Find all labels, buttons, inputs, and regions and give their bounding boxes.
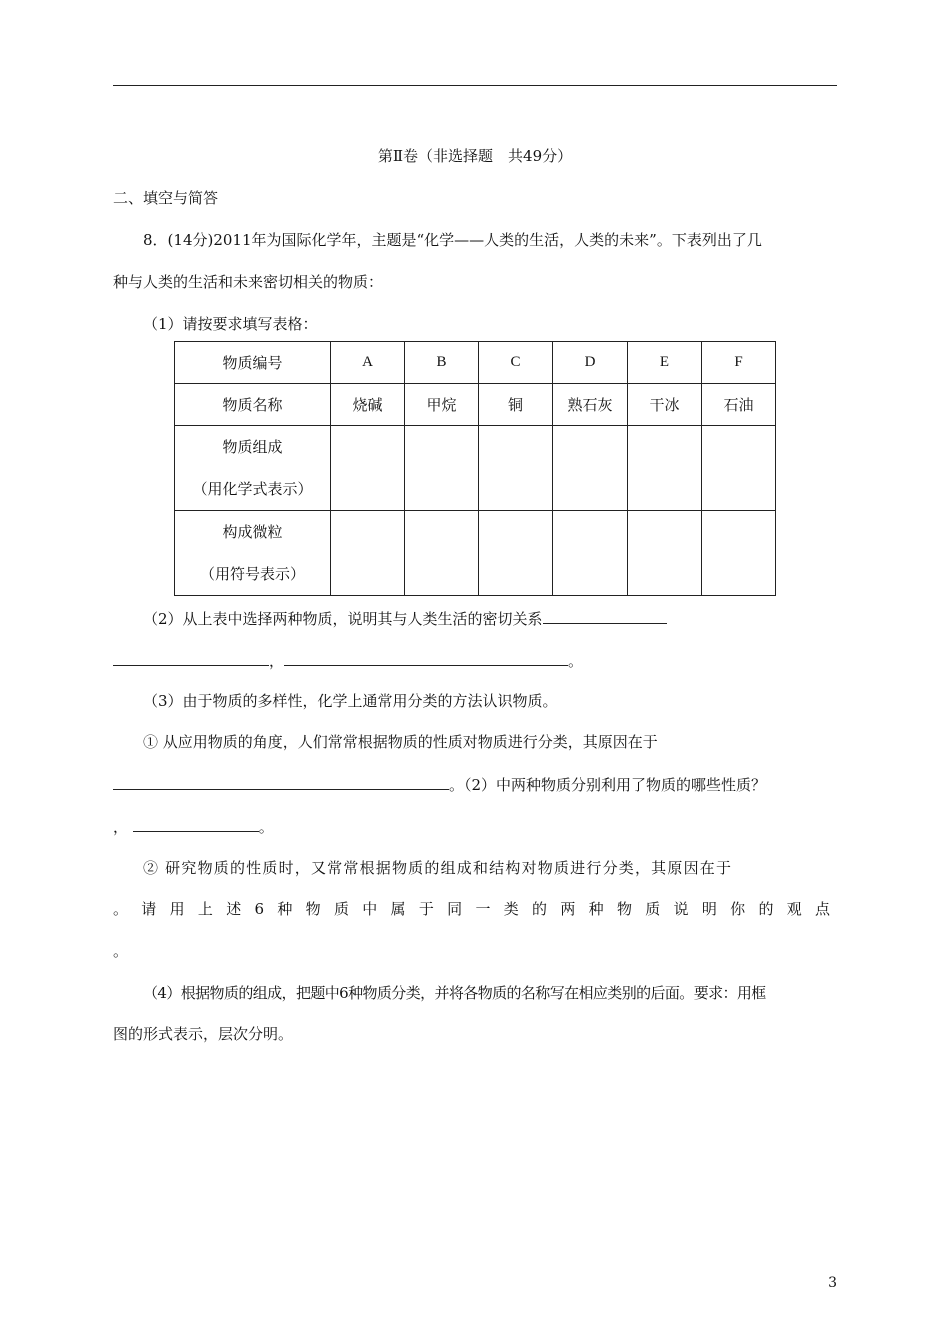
table-row-composition: [175, 426, 776, 511]
q8-3-2-line2: 。请用上述6种物质中属于同一类的两种物质说明你的观点: [113, 900, 844, 918]
comma: ，: [269, 652, 285, 670]
answer-cell[interactable]: [405, 426, 479, 511]
table-cell-code: B: [405, 342, 479, 384]
answer-cell[interactable]: [479, 426, 553, 511]
table-row-code: [175, 342, 776, 384]
answer-blank[interactable]: [113, 649, 269, 666]
part-heading: 二、填空与简答: [113, 189, 219, 207]
answer-cell[interactable]: [628, 511, 702, 596]
q8-sub2-text: （2）从上表中选择两种物质，说明其与人类生活的密切关系: [143, 610, 543, 628]
table-cell-code: E: [628, 342, 702, 384]
table-cell-name: 铜: [479, 384, 553, 426]
q8-sub2: [143, 607, 667, 629]
period: 。: [258, 818, 274, 836]
table-cell-code: C: [479, 342, 553, 384]
answer-cell[interactable]: [553, 426, 628, 511]
answer-cell[interactable]: [702, 511, 776, 596]
answer-blank[interactable]: [133, 815, 259, 832]
table-cell-name: 熟石灰: [553, 384, 628, 426]
answer-blank[interactable]: [113, 773, 449, 790]
q8-3-2-line3: 。: [113, 942, 129, 960]
q8-sub4-line2: 图的形式表示，层次分明。: [113, 1025, 294, 1043]
answer-cell[interactable]: [405, 511, 479, 596]
q8-3-1-line1: ① 从应用物质的角度，人们常常根据物质的性质对物质进行分类，其原因在于: [143, 733, 658, 751]
table-cell-code: A: [331, 342, 405, 384]
table-cell-name: 石油: [702, 384, 776, 426]
row-label-particles-line2: （用符号表示）: [199, 565, 305, 583]
row-label-particles: [175, 511, 331, 596]
answer-blank[interactable]: [284, 649, 568, 666]
q8-sub1: （1）请按要求填写表格：: [143, 315, 318, 333]
comma: ，: [113, 818, 129, 836]
row-label-composition-line1: 物质组成: [222, 438, 283, 456]
q8-sub3: （3）由于物质的多样性，化学上通常用分类的方法认识物质。: [143, 692, 558, 710]
q8-3-1-line2-tail: 。（2）中两种物质分别利用了物质的哪些性质？: [449, 776, 767, 794]
row-label-code: 物质编号: [175, 342, 331, 384]
answer-blank[interactable]: [543, 607, 667, 624]
page-number: 3: [828, 1275, 837, 1291]
table-row-particles: [175, 511, 776, 596]
answer-cell[interactable]: [628, 426, 702, 511]
row-label-composition-line2: （用化学式表示）: [192, 480, 313, 498]
answer-cell[interactable]: [553, 511, 628, 596]
section-title: 第Ⅱ卷（非选择题 共49分）: [377, 147, 573, 165]
row-label-composition: [175, 426, 331, 511]
answer-cell[interactable]: [331, 511, 405, 596]
period: 。: [568, 652, 584, 670]
row-label-particles-line1: 构成微粒: [222, 523, 283, 541]
q8-3-2-line1: ② 研究物质的性质时，又常常根据物质的组成和结构对物质进行分类，其原因在于: [143, 859, 733, 877]
q8-sub4-line1: （4）根据物质的组成，把题中6种物质分类，并将各物质的名称写在相应类别的后面。要求：用框: [143, 984, 766, 1002]
answer-cell[interactable]: [479, 511, 553, 596]
header-rule: [113, 85, 837, 86]
table-cell-name: 烧碱: [331, 384, 405, 426]
table-cell-name: 甲烷: [405, 384, 479, 426]
answer-cell[interactable]: [702, 426, 776, 511]
q8-3-1-line2: [113, 773, 766, 795]
q8-3-1-line3: [113, 815, 274, 837]
q8-intro-line1: 8．(14分)2011年为国际化学年，主题是“化学——人类的生活，人类的未来”。下表列出了几: [143, 231, 762, 249]
table-cell-code: D: [553, 342, 628, 384]
row-label-name: 物质名称: [175, 384, 331, 426]
table-cell-code: F: [702, 342, 776, 384]
table-cell-name: 干冰: [628, 384, 702, 426]
substance-table: [174, 341, 776, 596]
answer-cell[interactable]: [331, 426, 405, 511]
q8-intro-line2: 种与人类的生活和未来密切相关的物质：: [113, 273, 384, 291]
q8-sub2-continuation: [113, 649, 583, 671]
table-row-name: [175, 384, 776, 426]
